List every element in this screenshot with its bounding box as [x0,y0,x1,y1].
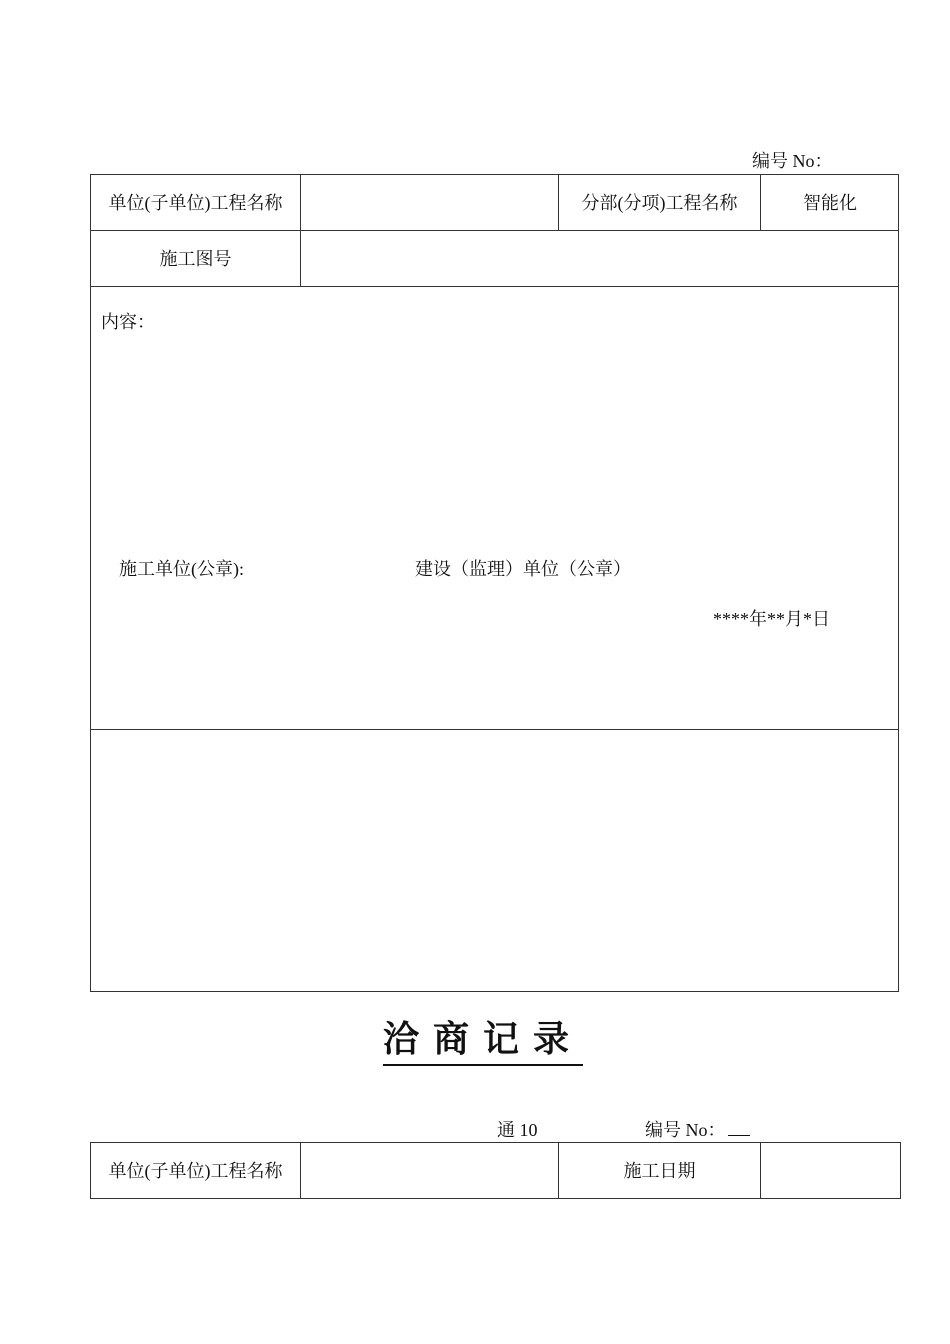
serial-number-label: 编号 No： [752,151,833,171]
construction-date-field[interactable] [761,1143,900,1198]
table-divider [91,286,898,287]
serial-number-field[interactable] [728,1121,750,1136]
project-name-label: 单位(子单位)工程名称 [108,192,283,213]
form-code: 通 10 [497,1120,538,1140]
signature-date: ****年**月*日 [713,609,830,629]
serial-number-label: 编号 No： [645,1120,726,1140]
page-title: 洽商记录 [383,1018,583,1066]
construction-date-label: 施工日期 [623,1160,696,1181]
remarks-area[interactable] [91,730,899,992]
drawing-number-field[interactable] [301,231,899,286]
drawing-number-label: 施工图号 [159,248,232,269]
project-name-label: 单位(子单位)工程名称 [108,1160,283,1181]
sub-project-name-field[interactable]: 智能化 [803,192,857,213]
sub-project-name-label: 分部(分项)工程名称 [581,192,738,213]
project-name-field[interactable] [301,1143,558,1198]
content-label: 内容： [101,312,155,332]
change-negotiation-table [90,1142,901,1199]
change-record-table [90,174,899,992]
owner-supervisor-seal-label: 建设（监理）单位（公章） [415,559,631,579]
contractor-seal-label: 施工单位(公章): [119,559,244,579]
serial-number-line [645,1120,750,1140]
project-name-field[interactable] [301,175,558,230]
